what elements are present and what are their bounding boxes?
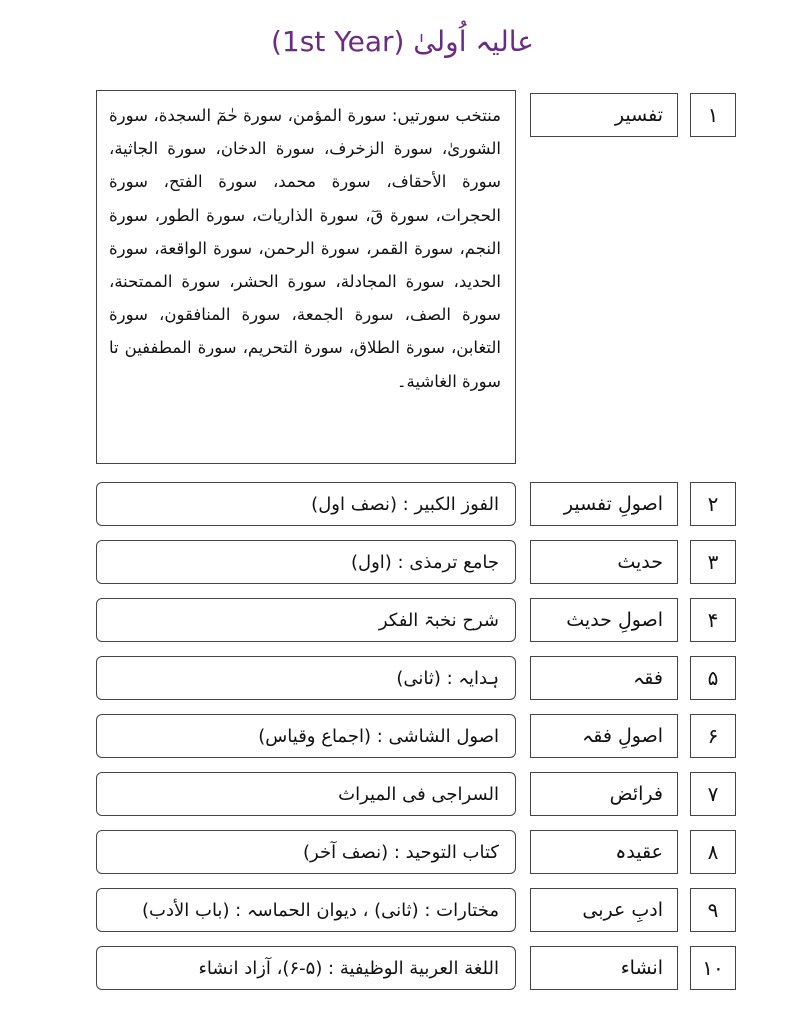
row-book: الفوز الکبیر : (نصف اول): [96, 482, 516, 526]
row-number: ۹: [690, 888, 736, 932]
row-number: ۸: [690, 830, 736, 874]
row-number: ۱: [690, 93, 736, 137]
row-subject: اصولِ فقہ: [530, 714, 678, 758]
row-number: ۶: [690, 714, 736, 758]
row-number: ۷: [690, 772, 736, 816]
row-book: اصول الشاشی : (اجماع وقیاس): [96, 714, 516, 758]
row-subject: ادبِ عربی: [530, 888, 678, 932]
row-book-list: منتخب سورتیں: سورة المؤمن، سورة حٰمٓ السجدة، سورة الشوریٰ، سورة الزخرف، سورة الدخان، سورة الجاثية، سورة الأحقاف، سورة محمد، سورة الفتح، سورة الحجرات، سورة قٓ، سورة الذاريات، سورة الطور، سورة النجم، سورة القمر، سورة الرحمن، سورة الواقعة، سورة الحديد، سورة المجادلة، سورة الحشر، سورة الممتحنة، سورة الصف، سورة الجمعة، سورة المنافقون، سورة التغابن، سورة الطلاق، سورة التحريم، سورة المطففين تا سورة الغاشية۔: [96, 90, 516, 464]
row-book: السراجی فی المیراث: [96, 772, 516, 816]
row-book: اللغة العربیة الوظیفیة : (۵-۶)، آزاد انشاء: [96, 946, 516, 990]
row-subject: فقہ: [530, 656, 678, 700]
row-book: کتاب التوحید : (نصف آخر): [96, 830, 516, 874]
row-subject: اصولِ تفسیر: [530, 482, 678, 526]
row-book: ہدایہ : (ثانی): [96, 656, 516, 700]
row-number: ۴: [690, 598, 736, 642]
row-subject: فرائض: [530, 772, 678, 816]
row-number: ۲: [690, 482, 736, 526]
row-subject: عقیدہ: [530, 830, 678, 874]
row-subject: انشاء: [530, 946, 678, 990]
page-title: عالیہ اُولیٰ (1st Year): [270, 25, 535, 58]
row-book: شرح نخبۃ الفکر: [96, 598, 516, 642]
row-book: مختارات : (ثانی) ، دیوان الحماسہ : (باب الأدب): [96, 888, 516, 932]
row-number: ۱۰: [690, 946, 736, 990]
row-subject: اصولِ حدیث: [530, 598, 678, 642]
row-number: ۳: [690, 540, 736, 584]
row-number: ۵: [690, 656, 736, 700]
row-book: جامع ترمذی : (اول): [96, 540, 516, 584]
row-subject: حدیث: [530, 540, 678, 584]
row-subject: تفسیر: [530, 93, 678, 137]
